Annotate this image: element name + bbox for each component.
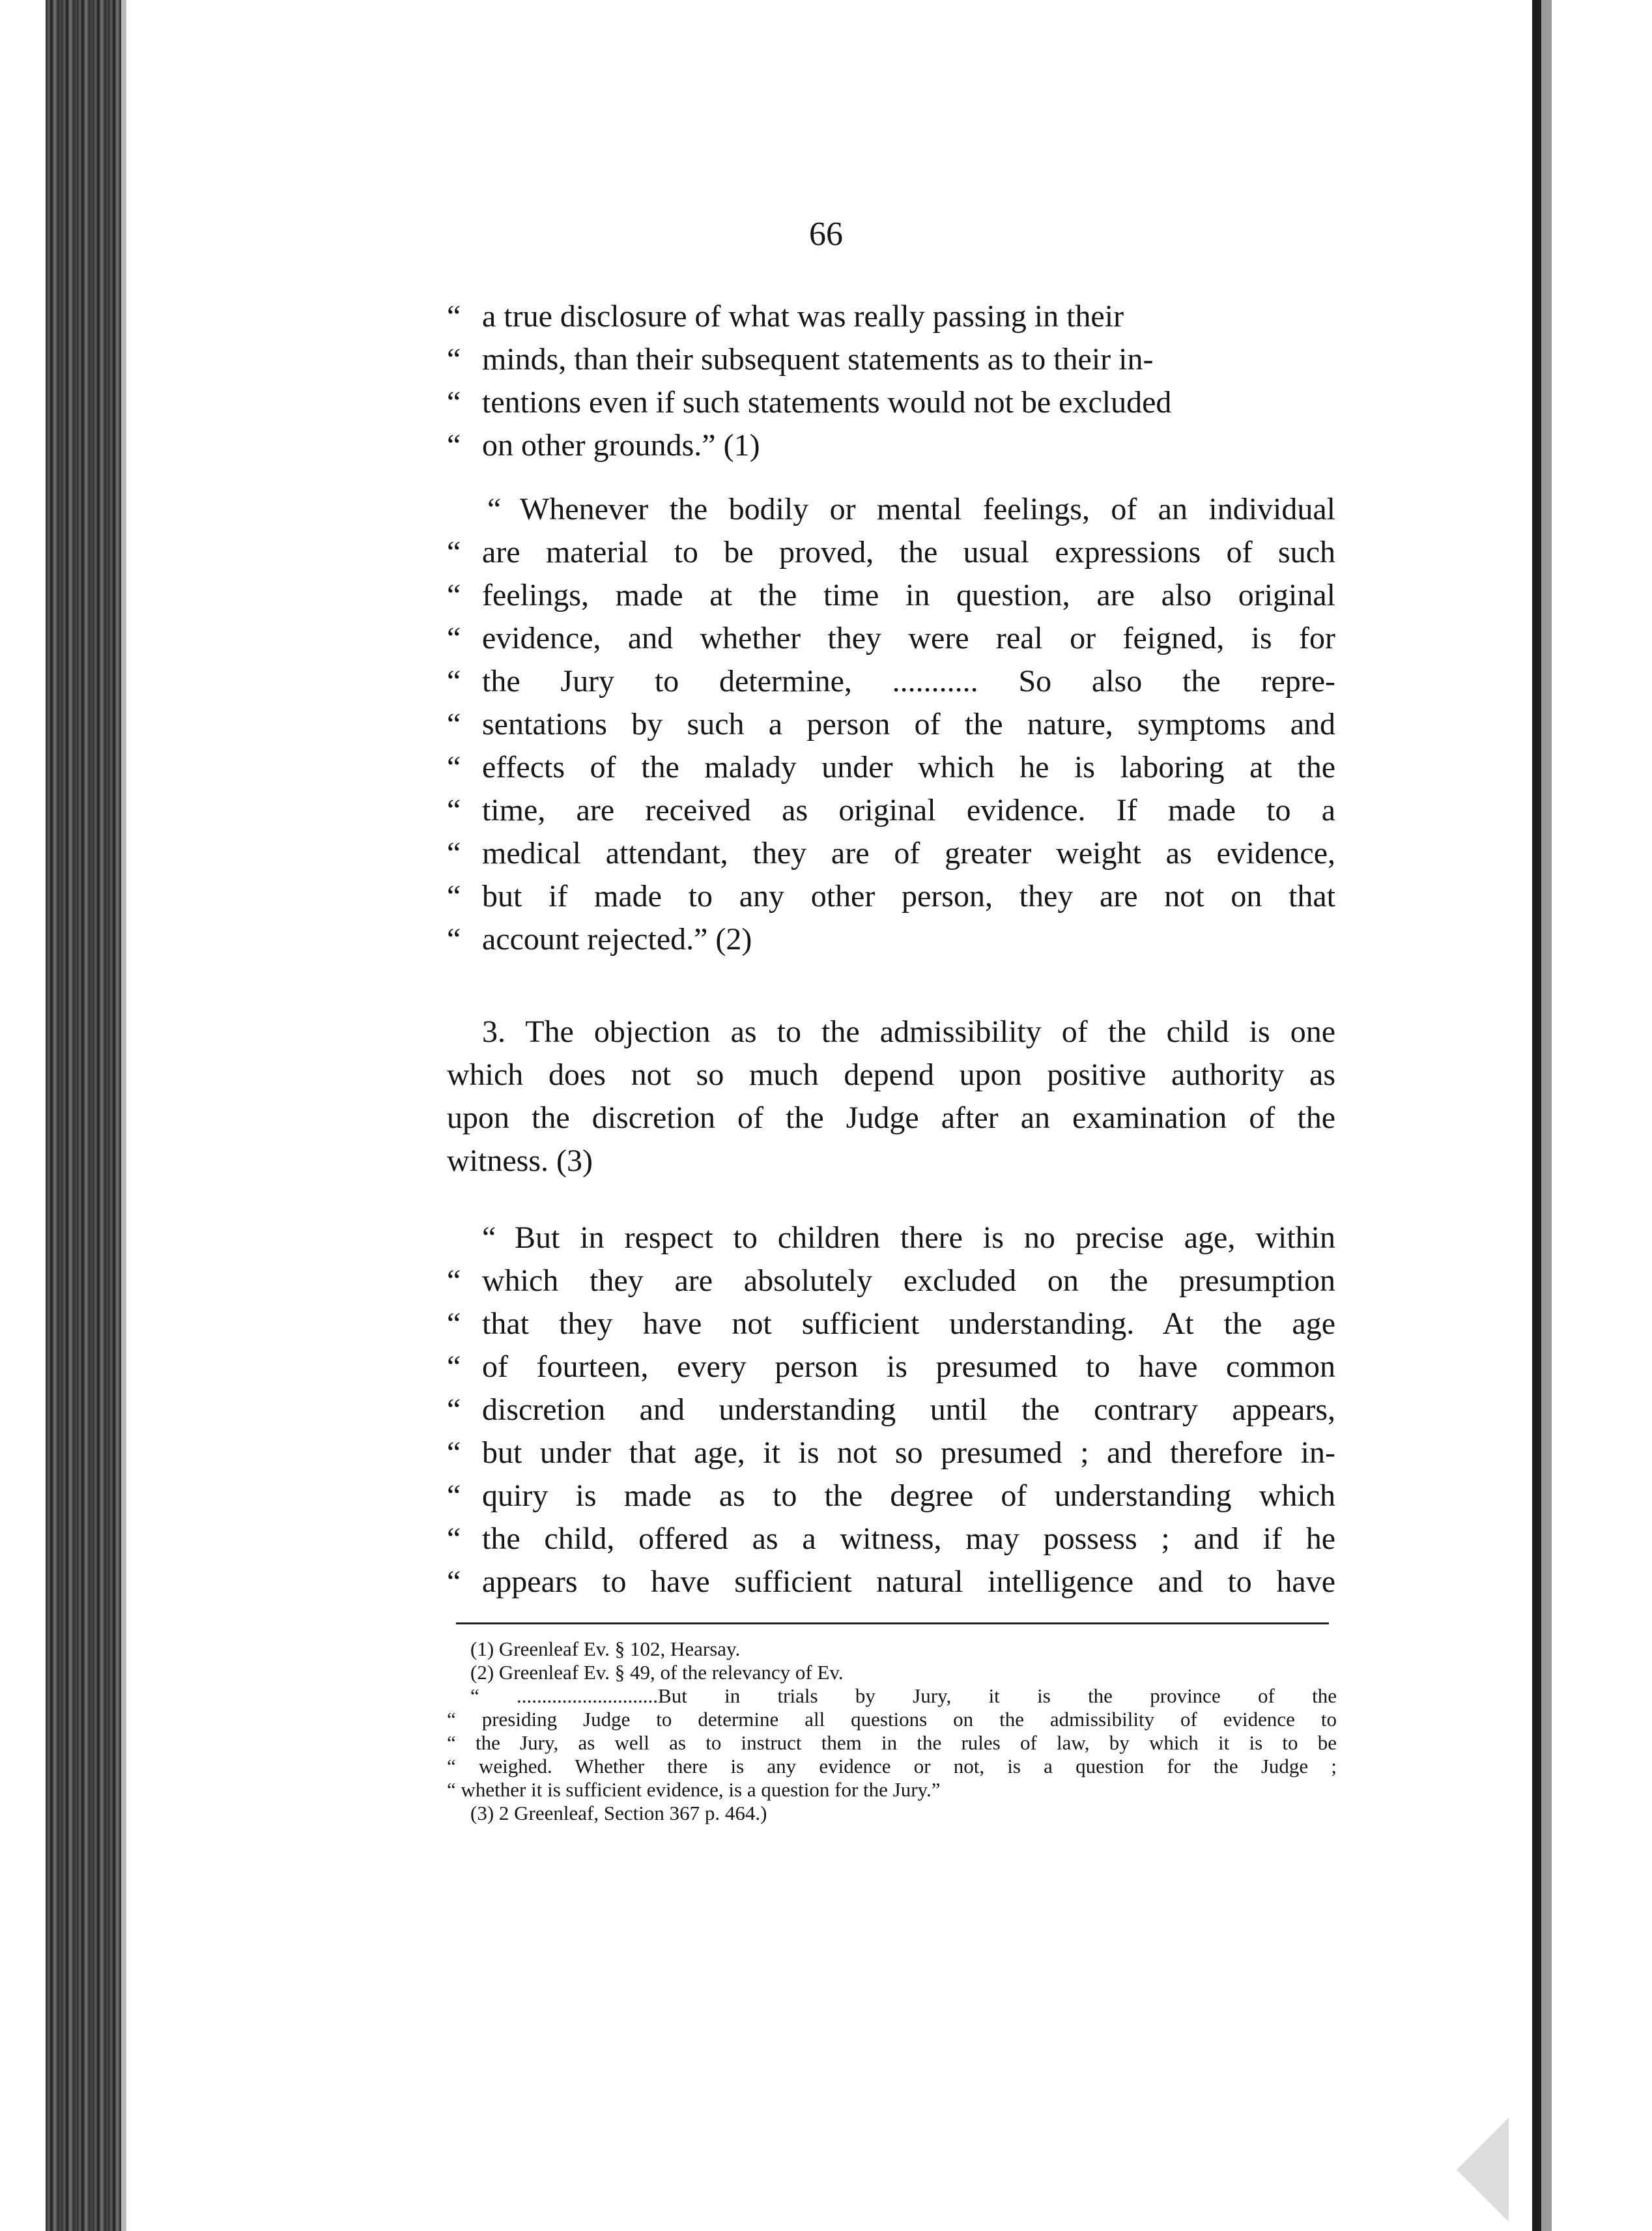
footnote-quote-line: “ ............................But in trials by Jury, it is the province of the (470, 1684, 1337, 1707)
quote-mark: “ (447, 1564, 461, 1599)
quote-mark: “ (447, 1349, 461, 1384)
quote-mark: “ (447, 707, 461, 741)
text-line: of fourteen, every person is presumed to have common (482, 1349, 1335, 1384)
quote-mark: “ (447, 664, 461, 698)
text-line: upon the discretion of the Judge after an examination of the (447, 1101, 1335, 1135)
quote-mark: “ (447, 578, 461, 612)
text-line: witness. (3) (447, 1144, 593, 1178)
text-line: but under that age, it is not so presumed ; and therefore in- (482, 1435, 1335, 1470)
text-line: which does not so much depend upon positive authority as (447, 1058, 1335, 1092)
quote-mark: “ (447, 793, 461, 828)
text-line: sentations by such a person of the nature, symptoms and (482, 707, 1335, 741)
text-line: that they have not sufficient understanding. At the age (482, 1306, 1335, 1341)
next-page-edge-shadow (1541, 0, 1552, 2231)
quote-mark: “ (447, 1263, 461, 1298)
quote-mark: “ (447, 1392, 461, 1427)
quote-mark: “ (447, 836, 461, 871)
text-line: quiry is made as to the degree of understanding which (482, 1478, 1335, 1513)
quote-mark: “ (447, 879, 461, 914)
text-line: are material to be proved, the usual expressions of such (482, 535, 1335, 569)
text-line: tentions even if such statements would not be excluded (482, 385, 1172, 420)
footnote-rule (456, 1622, 1329, 1624)
text-line: But in respect to children there is no precise age, within (515, 1220, 1335, 1255)
text-line: effects of the malady under which he is laboring at the (482, 750, 1335, 784)
text-line: minds, than their subsequent statements as to their in- (482, 342, 1154, 377)
text-line: evidence, and whether they were real or feigned, is for (482, 621, 1335, 655)
page-number: 66 (809, 216, 843, 253)
text-line: medical attendant, they are of greater weight as evidence, (482, 836, 1335, 871)
quote-mark: “ (482, 1220, 496, 1255)
text-line: time, are received as original evidence. If made to a (482, 793, 1335, 828)
quote-mark: “ (447, 922, 461, 957)
quote-mark: “ (447, 1478, 461, 1513)
quote-mark: “ (447, 1306, 461, 1341)
quote-mark: “ (447, 342, 461, 377)
text-line: Whenever the bodily or mental feelings, of an individual (520, 492, 1335, 526)
quote-mark: “ (447, 428, 461, 463)
page-corner-fold (1457, 2118, 1509, 2222)
text-line: which they are absolutely excluded on the presumption (482, 1263, 1335, 1298)
footnote-quote-line: “ whether it is sufficient evidence, is a question for the Jury.” (447, 1778, 941, 1801)
footnote-3: (3) 2 Greenleaf, Section 367 p. 464.) (470, 1802, 767, 1824)
book-spine (46, 0, 121, 2231)
quote-mark: “ (447, 1521, 461, 1556)
footnote-2: (2) Greenleaf Ev. § 49, of the relevancy of Ev. (470, 1661, 844, 1684)
text-line: the child, offered as a witness, may possess ; and if he (482, 1521, 1335, 1556)
page-gutter (121, 0, 126, 2231)
text-line: appears to have sufficient natural intelligence and to have (482, 1564, 1335, 1599)
footnote-quote-line: “ weighed. Whether there is any evidence or not, is a question for the Judge ; (447, 1755, 1337, 1778)
footnote-quote-line: “ presiding Judge to determine all questions on the admissibility of evidence to (447, 1708, 1337, 1731)
text-line: feelings, made at the time in question, are also original (482, 578, 1335, 612)
footnote-1: (1) Greenleaf Ev. § 102, Hearsay. (470, 1637, 741, 1660)
text-line: a true disclosure of what was really passing in their (482, 299, 1124, 334)
next-page-edge (1532, 0, 1541, 2231)
footnote-quote-line: “ the Jury, as well as to instruct them in the rules of law, by which it is to be (447, 1731, 1337, 1754)
text-line: but if made to any other person, they are not on that (482, 879, 1335, 914)
text-line: account rejected.” (2) (482, 922, 752, 957)
quote-mark: “ (447, 750, 461, 784)
text-line: the Jury to determine, ........... So also the repre- (482, 664, 1335, 698)
quote-mark: “ (447, 385, 461, 420)
text-line: discretion and understanding until the contrary appears, (482, 1392, 1335, 1427)
text-line: 3. The objection as to the admissibility of the child is one (482, 1015, 1335, 1049)
quote-mark: “ (487, 492, 502, 526)
quote-mark: “ (447, 535, 461, 569)
text-line: on other grounds.” (1) (482, 428, 760, 463)
quote-mark: “ (447, 299, 461, 334)
quote-mark: “ (447, 621, 461, 655)
quote-mark: “ (447, 1435, 461, 1470)
